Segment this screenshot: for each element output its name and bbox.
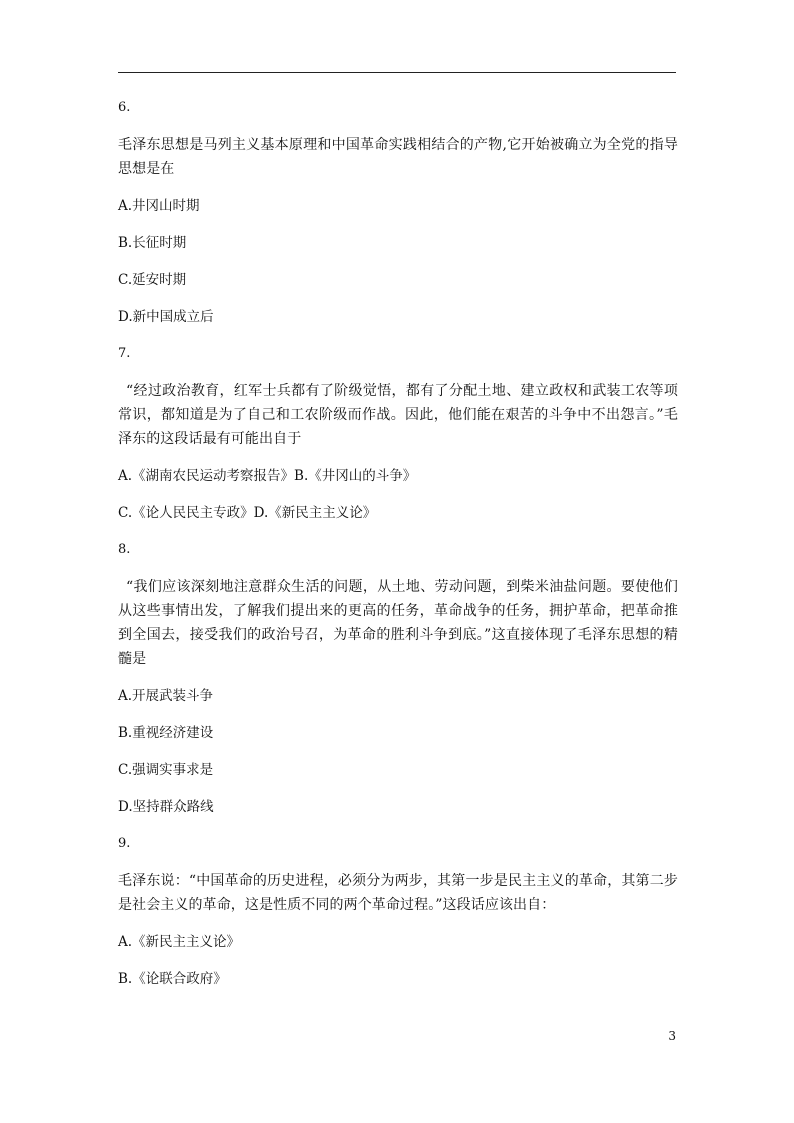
option-a: A.井冈山时期 <box>118 198 200 214</box>
page-content <box>118 96 678 1004</box>
option-a: A.开展武装斗争 <box>118 688 214 704</box>
option-c: C.强调实事求是 <box>118 762 214 778</box>
page-number: 3 <box>668 1029 676 1043</box>
option-b: B.长征时期 <box>118 235 187 251</box>
question-6 <box>118 96 678 329</box>
question-number: 9. <box>118 836 131 851</box>
option-c-d: C.《论人民民主专政》D.《新民主主义论》 <box>118 505 377 521</box>
question-stem: “经过政治教育，红军士兵都有了阶级觉悟，都有了分配土地、建立政权和武装工农等项常识，都知道是为了自己和工农阶级而作战。因此，他们能在艰苦的斗争中不出怨言。”毛泽东的这段话最有可能出自于 <box>118 383 678 447</box>
header-rule <box>118 72 676 73</box>
question-number: 6. <box>118 100 131 115</box>
option-c: C.延安时期 <box>118 272 187 288</box>
question-stem: “我们应该深刻地注意群众生活的问题，从土地、劳动问题，到柴米油盐问题。要使他们从这些事情出发，了解我们提出来的更高的任务，革命战争的任务，拥护革命，把革命推到全国去，接受我们的政治号召，为革命的胜利斗争到底。”这直接体现了毛泽东思想的精髓是 <box>118 579 678 667</box>
question-stem: 毛泽东说：“中国革命的历史进程，必须分为两步，其第一步是民主主义的革命，其第二步是社会主义的革命，这是性质不同的两个革命过程。”这段话应该出自： <box>118 873 678 913</box>
question-7 <box>118 342 678 525</box>
question-number: 8. <box>118 542 131 557</box>
option-a: A.《新民主主义论》 <box>118 934 241 950</box>
question-number: 7. <box>118 346 131 361</box>
option-d: D.坚持群众路线 <box>118 799 214 815</box>
question-8 <box>118 538 678 819</box>
option-b: B.重视经济建设 <box>118 725 214 741</box>
option-b: B.《论联合政府》 <box>118 971 227 987</box>
option-d: D.新中国成立后 <box>118 309 214 325</box>
question-stem: 毛泽东思想是马列主义基本原理和中国革命实践相结合的产物,它开始被确立为全党的指导思想是在 <box>118 137 678 177</box>
question-9 <box>118 832 678 991</box>
option-a-b: A.《湖南农民运动考察报告》B.《井冈山的斗争》 <box>118 468 417 484</box>
